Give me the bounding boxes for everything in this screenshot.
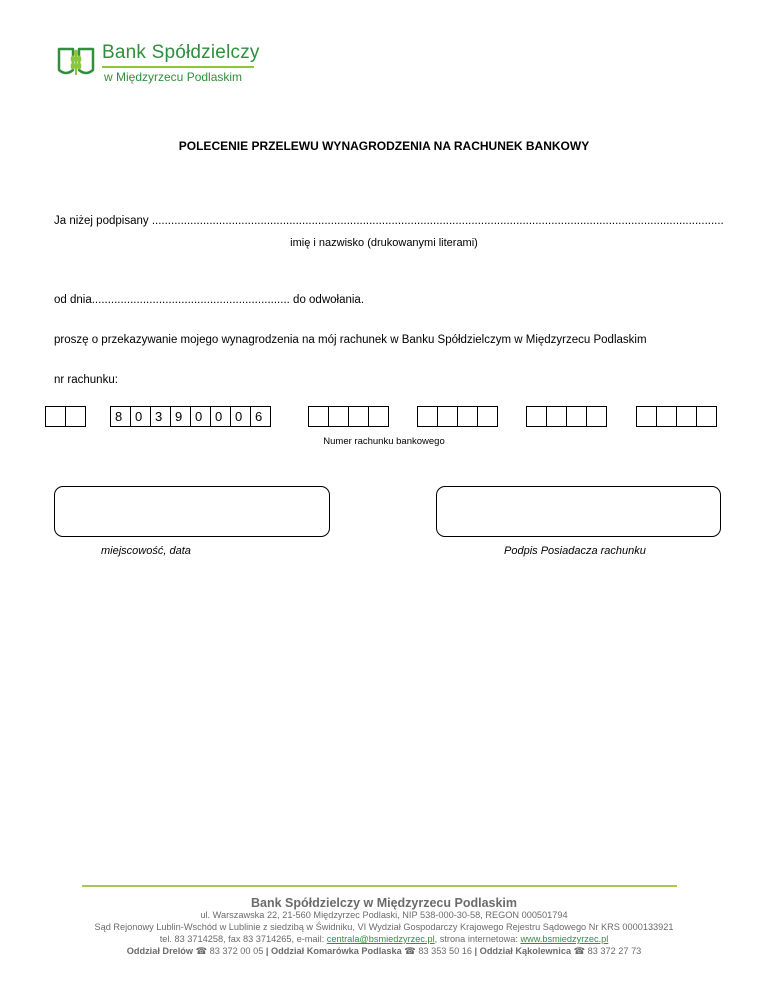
name-dots: ................................................................................................................................................................................... xyxy=(151,215,724,227)
branch-kakolewnica: Oddział Kąkolewnica xyxy=(479,946,572,956)
account-digit-box[interactable] xyxy=(477,406,498,427)
logo-underline xyxy=(102,66,254,68)
signature-label: Podpis Posiadacza rachunku xyxy=(504,545,646,557)
name-line-label: Ja niżej podpisany xyxy=(54,215,149,227)
separator: | xyxy=(265,946,269,956)
signature-field[interactable] xyxy=(436,486,721,537)
account-digit-box[interactable] xyxy=(308,406,329,427)
account-digit-box[interactable] xyxy=(566,406,587,427)
account-label: nr rachunku: xyxy=(54,374,118,386)
name-caption: imię i nazwisko (drukowanymi literami) xyxy=(290,237,478,249)
form-title: POLECENIE PRZELEWU WYNAGRODZENIA NA RACHUNEK BANKOWY xyxy=(178,139,590,153)
bank-logo xyxy=(56,42,260,87)
account-digit-box[interactable] xyxy=(45,406,66,427)
date-dots: .............................................................. xyxy=(91,294,290,306)
account-group xyxy=(110,406,271,427)
logo-name: Bank Spółdzielczy xyxy=(102,42,260,63)
account-caption: Numer rachunku bankowego xyxy=(323,436,445,447)
footer-branches xyxy=(0,946,768,957)
date-line-label: od dnia xyxy=(54,294,92,306)
website-link[interactable]: www.bsmiedzyrzec.pl xyxy=(520,934,609,944)
phone-icon: ☎ xyxy=(195,946,208,956)
account-digit-box[interactable] xyxy=(656,406,677,427)
account-digit-box[interactable]: 0 xyxy=(210,406,231,427)
branch-komarowka-phone: 83 353 50 16 xyxy=(418,946,472,956)
logo-subtitle: w Międzyrzecu Podlaskim xyxy=(104,70,243,84)
footer-address: ul. Warszawska 22, 21-560 Międzyrzec Podlaski, NIP 538-000-30-58, REGON 000501794 xyxy=(200,910,568,920)
wheat-leaf-icon xyxy=(56,45,96,79)
account-digit-box[interactable]: 0 xyxy=(130,406,151,427)
account-digit-box[interactable] xyxy=(348,406,369,427)
branch-drelow: Oddział Drelów xyxy=(126,946,194,956)
branch-kakolewnica-phone: 83 372 27 73 xyxy=(587,946,642,956)
account-digit-box[interactable] xyxy=(437,406,458,427)
account-digit-box[interactable] xyxy=(586,406,607,427)
footer-www-prefix: , strona internetowa: xyxy=(434,934,518,944)
account-digit-box[interactable]: 3 xyxy=(150,406,171,427)
footer-contact-prefix: tel. 83 3714258, fax 83 3714265, e-mail: xyxy=(159,934,325,944)
account-group xyxy=(308,406,389,427)
account-digit-box[interactable] xyxy=(636,406,657,427)
footer-contact xyxy=(0,934,768,944)
place-date-label: miejscowość, data xyxy=(101,545,191,557)
email-link[interactable]: centrala@bsmiedzyrzec.pl xyxy=(326,934,435,944)
footer-bank-name: Bank Spółdzielczy w Międzyrzecu Podlaskim xyxy=(250,896,518,910)
phone-icon: ☎ xyxy=(404,946,416,956)
account-digit-box[interactable]: 8 xyxy=(110,406,131,427)
phone-icon: ☎ xyxy=(573,946,586,956)
account-digit-box[interactable] xyxy=(676,406,697,427)
date-line[interactable] xyxy=(54,294,364,306)
account-digit-box[interactable]: 9 xyxy=(170,406,191,427)
account-digit-box[interactable] xyxy=(526,406,547,427)
account-group xyxy=(45,406,86,427)
branch-komarowka: Oddział Komarówka Podlaska xyxy=(271,946,402,956)
footer-divider xyxy=(82,885,677,887)
account-digit-box[interactable] xyxy=(696,406,717,427)
account-digit-box[interactable] xyxy=(328,406,349,427)
date-line-suffix: do odwołania. xyxy=(293,294,365,306)
account-group xyxy=(636,406,717,427)
request-text: proszę o przekazywanie mojego wynagrodzenia na mój rachunek w Banku Spółdzielczym w Międzyrzecu Podlaskim xyxy=(54,334,647,346)
account-digit-box[interactable]: 6 xyxy=(250,406,271,427)
account-digit-box[interactable]: 0 xyxy=(230,406,251,427)
account-digit-box[interactable] xyxy=(368,406,389,427)
account-digit-box[interactable] xyxy=(457,406,478,427)
account-digit-box[interactable] xyxy=(65,406,86,427)
account-group xyxy=(417,406,498,427)
footer-court: Sąd Rejonowy Lublin-Wschód w Lublinie z siedzibą w Świdniku, VI Wydział Gospodarczy Krajowego Rejestru Sądowego Nr KRS 0000133921 xyxy=(94,922,674,932)
separator: | xyxy=(474,946,478,956)
name-line[interactable] xyxy=(54,215,724,227)
account-digit-box[interactable]: 0 xyxy=(190,406,211,427)
account-group xyxy=(526,406,607,427)
branch-drelow-phone: 83 372 00 05 xyxy=(209,946,264,956)
place-date-field[interactable] xyxy=(54,486,330,537)
account-digit-box[interactable] xyxy=(546,406,567,427)
account-digit-box[interactable] xyxy=(417,406,438,427)
